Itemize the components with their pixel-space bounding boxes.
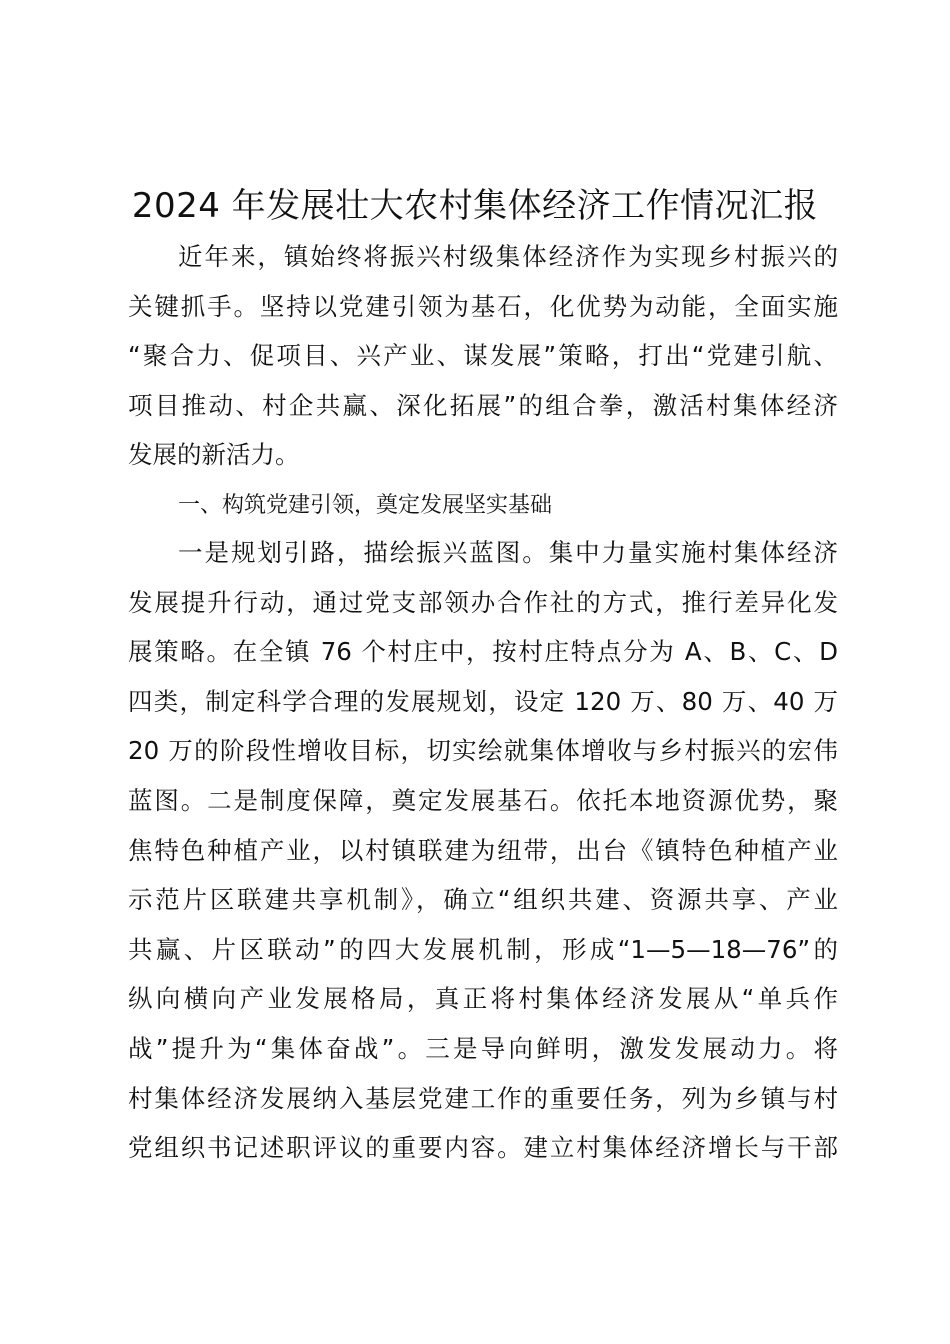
paragraph-line: 展策略。在全镇 76 个村庄中，按村庄特点分为 A、B、C、D <box>128 637 838 667</box>
document-title: 2024 年发展壮大农村集体经济工作情况汇报 <box>131 186 819 226</box>
paragraph-line: 纵向横向产业发展格局，真正将村集体经济发展从“单兵作 <box>128 984 838 1014</box>
paragraph-line: “聚合力、促项目、兴产业、谋发展”策略，打出“党建引航、 <box>128 341 838 371</box>
paragraph-line: 关键抓手。坚持以党建引领为基石，化优势为动能，全面实施 <box>128 291 838 321</box>
intro-paragraph <box>128 232 838 480</box>
paragraph-line: 近年来，镇始终将振兴村级集体经济作为实现乡村振兴的 <box>178 242 838 271</box>
paragraph-line: 一是规划引路，描绘振兴蓝图。集中力量实施村集体经济 <box>178 538 838 567</box>
paragraph-line: 蓝图。二是制度保障，奠定发展基石。依托本地资源优势，聚 <box>128 785 838 815</box>
paragraph-line: 示范片区联建共享机制》，确立“组织共建、资源共享、产业 <box>128 885 838 915</box>
paragraph-line: 发展提升行动，通过党支部领办合作社的方式，推行差异化发 <box>128 587 838 617</box>
paragraph-line: 项目推动、村企共赢、深化拓展”的组合拳，激活村集体经济 <box>128 390 838 420</box>
paragraph-line: 四类，制定科学合理的发展规划，设定 120 万、80 万、40 万 <box>128 686 838 716</box>
paragraph-line: 战”提升为“集体奋战”。三是导向鲜明，激发发展动力。将 <box>128 1033 838 1063</box>
paragraph-line: 20 万的阶段性增收目标，切实绘就集体增收与乡村振兴的宏伟 <box>128 736 838 766</box>
paragraph-line: 焦特色种植产业，以村镇联建为纽带，出台《镇特色种植产业 <box>128 835 838 865</box>
section-heading: 一、构筑党建引领，奠定发展坚实基础 <box>178 493 553 518</box>
section-paragraph <box>128 528 838 1173</box>
paragraph-line: 村集体经济发展纳入基层党建工作的重要任务，列为乡镇与村 <box>128 1083 838 1113</box>
paragraph-line: 党组织书记述职评议的重要内容。建立村集体经济增长与干部 <box>128 1133 838 1163</box>
paragraph-line: 发展的新活力。 <box>128 440 300 470</box>
paragraph-line: 共赢、片区联动”的四大发展机制，形成“1—5—18—76”的 <box>128 934 838 964</box>
